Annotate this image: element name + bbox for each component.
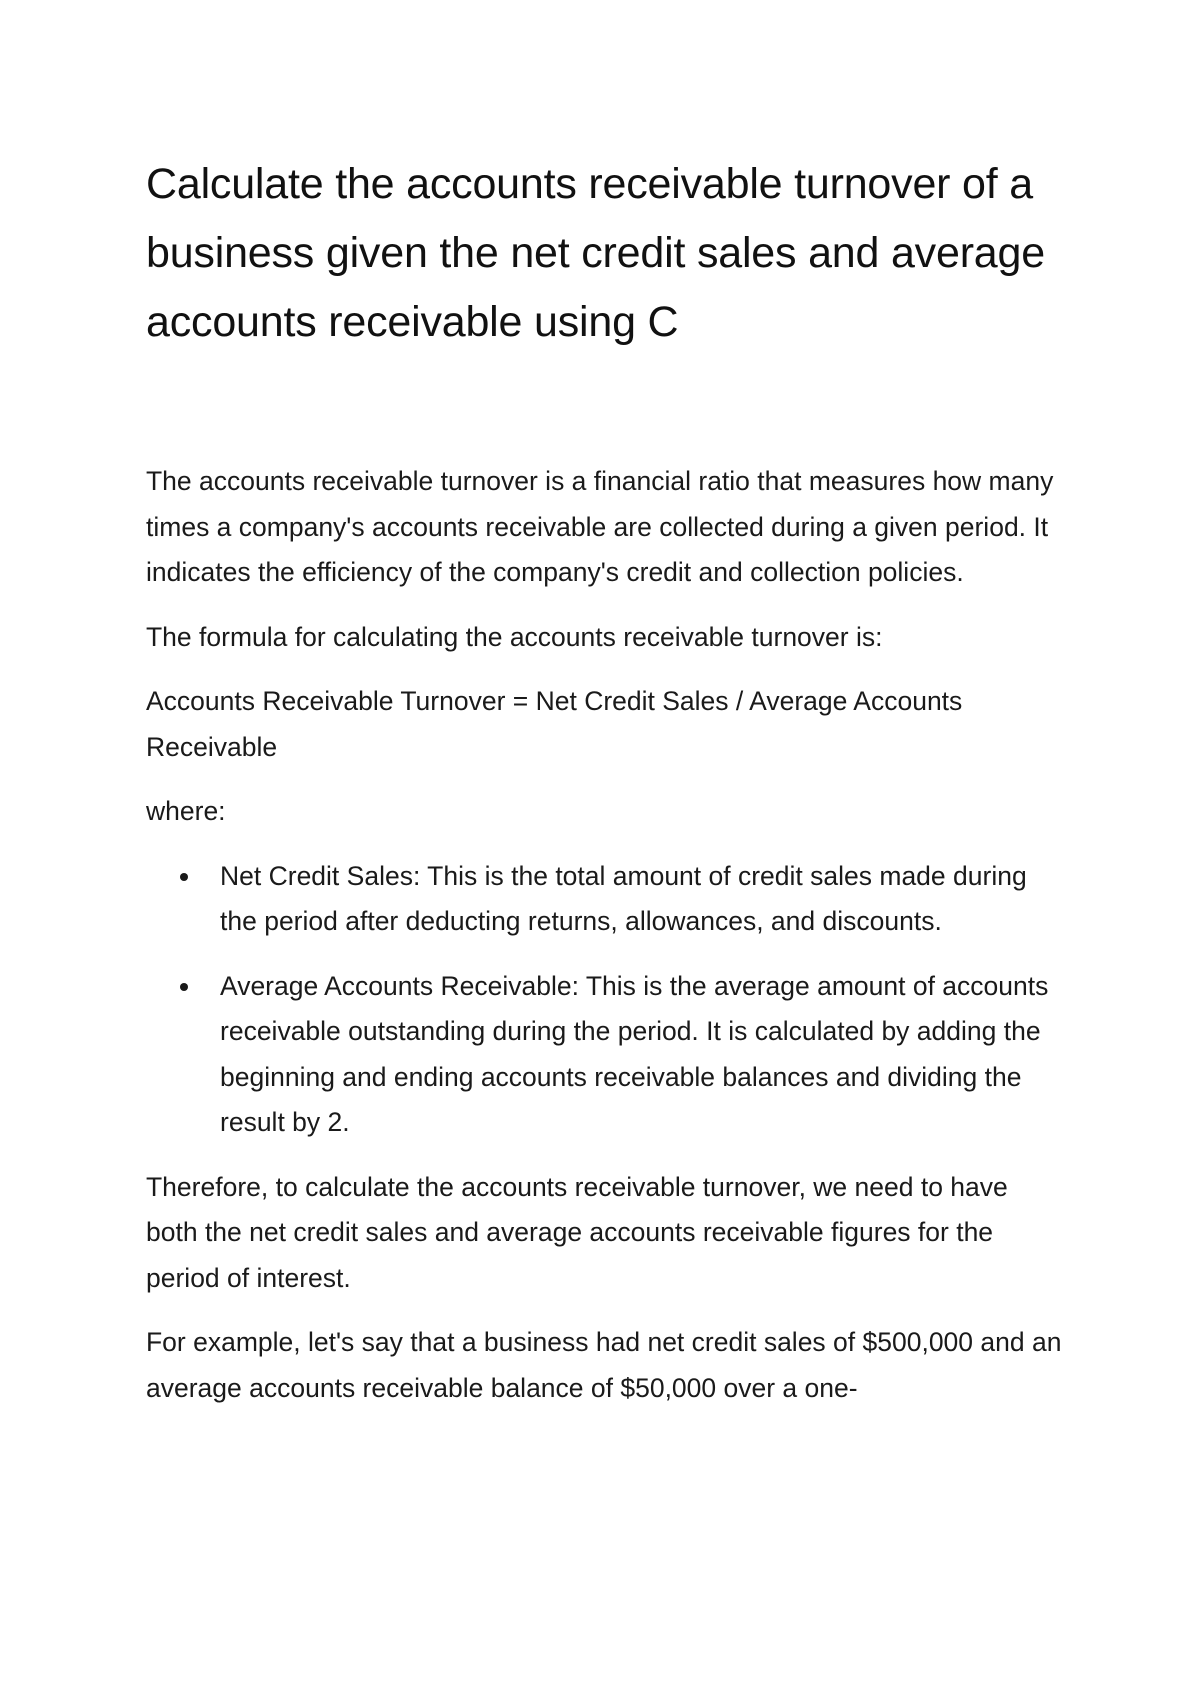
example-paragraph: For example, let's say that a business had net credit sales of $500,000 and an average accounts receivable balance of $50,000 over a one- [146, 1327, 1062, 1403]
definition-list [146, 854, 1066, 1146]
where-paragraph: where: [146, 796, 226, 826]
formula-paragraph: Accounts Receivable Turnover = Net Credit Sales / Average Accounts Receivable [146, 686, 963, 762]
list-item-text: Average Accounts Receivable: This is the average amount of accounts receivable outstanding during the period. It is calculated by adding the beginning and ending accounts receivable balances and dividing the result by 2. [220, 970, 1049, 1137]
list-item [146, 964, 1066, 1146]
bullet-icon [180, 873, 188, 881]
document-page [146, 0, 1076, 1698]
document-body [146, 459, 1066, 1430]
therefore-paragraph: Therefore, to calculate the accounts receivable turnover, we need to have both the net credit sales and average accounts receivable figures for the period of interest. [146, 1171, 1008, 1293]
list-item-text: Net Credit Sales: This is the total amount of credit sales made during the period after deducting returns, allowances, and discounts. [220, 860, 1027, 936]
list-item [146, 854, 1066, 945]
bullet-icon [180, 983, 188, 991]
intro-paragraph: The accounts receivable turnover is a financial ratio that measures how many times a company's accounts receivable are collected during a given period. It indicates the efficiency of the company's credit and collection policies. [146, 466, 1054, 587]
document-title: Calculate the accounts receivable turnover of a business given the net credit sales and average accounts receivable using C [146, 160, 1045, 346]
formula-intro-paragraph: The formula for calculating the accounts receivable turnover is: [146, 621, 883, 652]
